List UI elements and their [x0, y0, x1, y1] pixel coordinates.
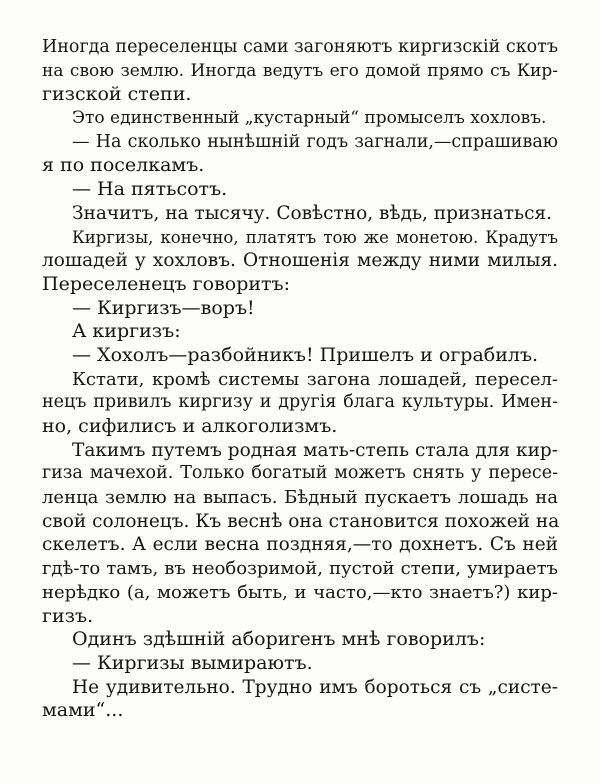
text-line: Иногда переселенцы сами загоняютъ киргизскій скотъ: [42, 37, 558, 57]
text-line: — На пятьсотъ.: [72, 178, 228, 201]
text-line: на свою землю. Иногда ведутъ его домой прямо съ Кир-: [42, 60, 558, 81]
text-line: лошадей у хохловъ. Отношенія между ними милыя.: [42, 250, 558, 272]
text-line: Не удивительно. Трудно имъ бороться съ „систе-: [72, 676, 558, 698]
text-line: мами“...: [42, 699, 124, 722]
text-line: но, сифилисъ и алкоголизмъ.: [42, 415, 338, 437]
text-line: Значитъ, на тысячу. Совѣстно, вѣдь, признаться.: [72, 202, 552, 224]
text-line: Киргизы, конечно, платятъ тою же монетою. Крадутъ: [72, 227, 558, 247]
text-line: скелетъ. А если весна поздняя,—то дохнетъ. Съ ней: [42, 534, 558, 556]
text-line: я по поселкамъ.: [42, 154, 205, 177]
text-line: — Киргизъ—воръ!: [72, 296, 255, 319]
text-line: гизской степи.: [42, 83, 192, 106]
text-line: нецъ привилъ киргизу и другія блага культуры. Имен-: [42, 392, 558, 413]
text-line: гиза мачехой. Только богатый можетъ снять у пересе-: [42, 463, 558, 484]
text-line: Одинъ здѣшній абориrенъ мнѣ говорилъ:: [72, 628, 486, 651]
text-line: гдѣ-то тамъ, въ необозримой, пустой степи, умираетъ: [42, 558, 558, 580]
text-line: нерѣдко (а, можетъ быть, и часто,—кто знаетъ?) кир-: [42, 581, 558, 603]
text-line: Это единственный „кустарный“ промыселъ хохловъ.: [72, 108, 547, 129]
page-text: [42, 36, 558, 723]
text-line: — На сколько нынѣшній годъ загнали,—спрашиваю: [72, 131, 558, 152]
text-line: Переселенецъ говоритъ:: [42, 272, 291, 295]
text-line: — Хохолъ—разбойникъ! Пришелъ и ограбилъ.: [72, 343, 539, 366]
text-line: ленца землю на выпасъ. Бѣдный пускаетъ лошадь на: [42, 487, 558, 509]
text-line: — Киргизы вымираютъ.: [72, 651, 313, 674]
text-line: Кстати, кромѣ системы загона лошадей, пересел-: [72, 368, 558, 390]
text-line: гизъ.: [42, 604, 94, 627]
text-line: А киргизъ:: [72, 320, 181, 343]
text-line: свой солонецъ. Къ веснѣ она становится похожей на: [42, 510, 560, 532]
text-line: Такимъ путемъ родная мать-степь стала для кир-: [72, 439, 558, 461]
